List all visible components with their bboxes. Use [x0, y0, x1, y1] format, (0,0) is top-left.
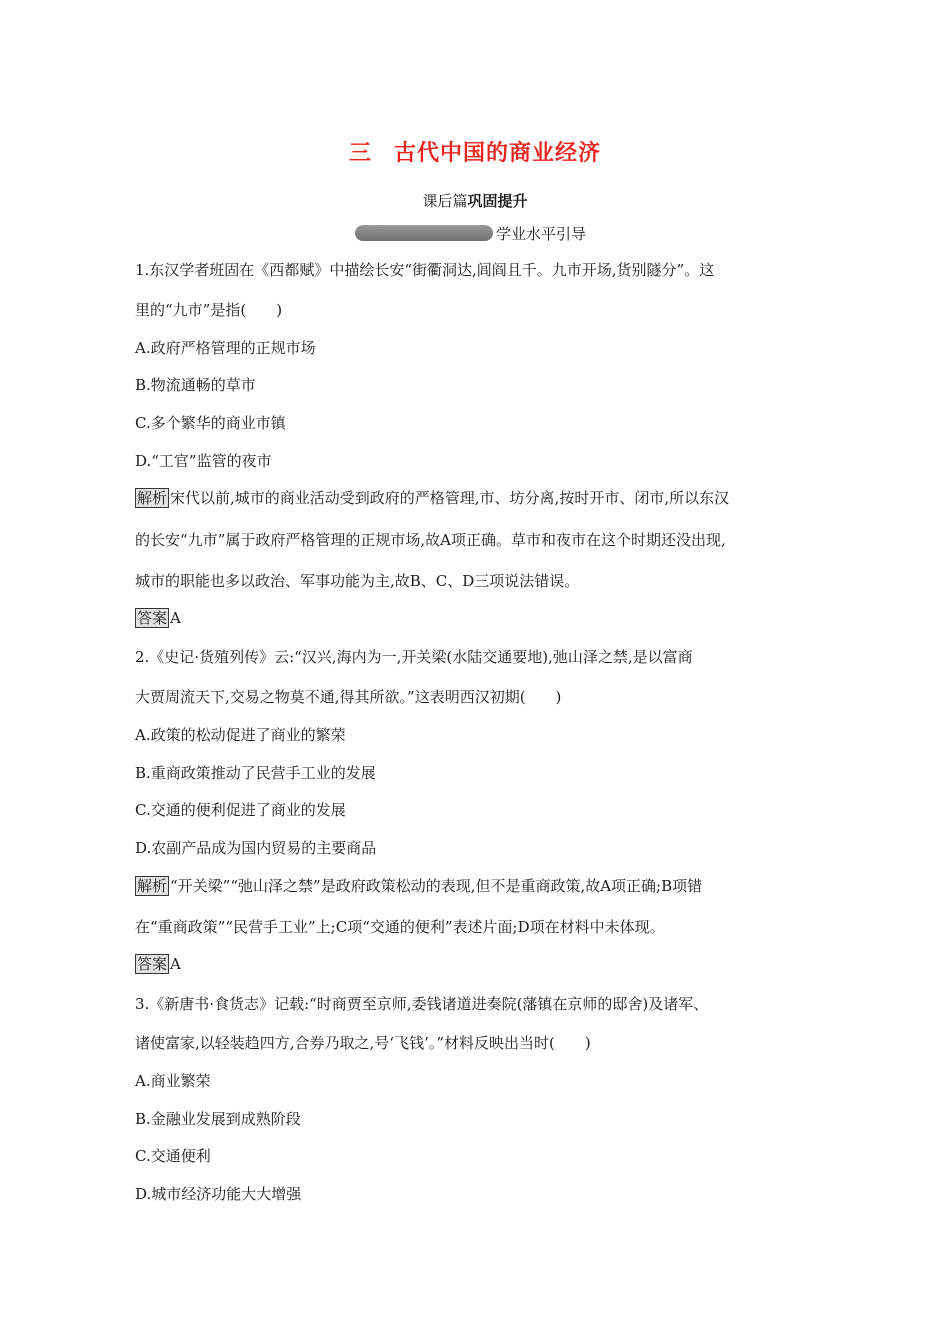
- q1-option-c: C.多个繁华的商业市镇: [135, 414, 286, 432]
- title-text: 古代中国的商业经济: [394, 141, 602, 166]
- q3-option-b: B.金融业发展到成熟阶段: [135, 1110, 301, 1128]
- q1-analysis-line-3: 城市的职能也多以政治、军事功能为主,故B、C、D三项说法错误。: [135, 572, 580, 590]
- q2-stem-line-2: 大贾周流天下,交易之物莫不通,得其所欲。”这表明西汉初期( ): [135, 688, 562, 706]
- subtitle-plain: 课后篇: [422, 192, 468, 210]
- q2-answer-line: [135, 954, 181, 974]
- analysis-tag: 解析: [137, 877, 168, 895]
- q2-answer-value: A: [170, 955, 181, 973]
- q2-analysis-line-2: 在“重商政策”“民营手工业”上;C项“交通的便利”表述片面;D项在材料中未体现。: [135, 918, 665, 936]
- q1-answer-value: A: [170, 609, 181, 627]
- level-bar: [355, 225, 493, 241]
- q3-option-c: C.交通便利: [135, 1147, 211, 1165]
- q1-stem-line-2: 里的“九市”是指( ): [135, 301, 283, 319]
- q1-analysis-text-1: 宋代以前,城市的商业活动受到政府的严格管理,市、坊分离,按时开市、闭市,所以东汉: [170, 489, 730, 507]
- subtitle-bold: 巩固提升: [467, 192, 528, 210]
- q3-stem-line-1: 3.《新唐书·食货志》记载:“时商贾至京师,委钱诸道进奏院(藩镇在京师的邸舍)及诸军、: [135, 995, 709, 1013]
- q1-stem-line-1: 1.东汉学者班固在《西都赋》中描绘长安“街衢洞达,闾阎且千。九市开场,货别隧分”。这: [135, 261, 715, 279]
- answer-tag: 答案: [137, 955, 168, 973]
- title-number: 三: [348, 141, 372, 166]
- q2-option-b: B.重商政策推动了民营手工业的发展: [135, 764, 376, 782]
- q2-option-c: C.交通的便利促进了商业的发展: [135, 801, 346, 819]
- q1-answer-line: [135, 608, 181, 628]
- q1-analysis-line-2: 的长安“九市”属于政府严格管理的正规市场,故A项正确。草市和夜市在这个时期还没出现,: [135, 531, 726, 549]
- q2-analysis-line-1: [135, 876, 702, 896]
- answer-tag: 答案: [137, 609, 168, 627]
- q2-stem-line-1: 2.《史记·货殖列传》云:“汉兴,海内为一,开关梁(水陆交通要地),弛山泽之禁,是以富商: [135, 648, 693, 666]
- q3-stem-line-2: 诸使富家,以轻装趋四方,合券乃取之,号‘飞钱’。”材料反映出当时( ): [135, 1034, 591, 1052]
- q1-option-b: B.物流通畅的草市: [135, 376, 256, 394]
- q3-option-a: A.商业繁荣: [135, 1072, 211, 1090]
- q2-option-d: D.农副产品成为国内贸易的主要商品: [135, 839, 377, 857]
- q3-option-d: D.城市经济功能大大增强: [135, 1185, 302, 1203]
- q2-analysis-text-1: “开关梁”“弛山泽之禁”是政府政策松动的表现,但不是重商政策,故A项正确;B项错: [170, 877, 703, 895]
- q1-option-a: A.政府严格管理的正规市场: [135, 339, 316, 357]
- q2-option-a: A.政策的松动促进了商业的繁荣: [135, 726, 346, 744]
- analysis-tag: 解析: [137, 489, 168, 507]
- level-banner: [355, 222, 586, 244]
- q1-analysis-line-1: [135, 488, 729, 508]
- level-label: 学业水平引导: [496, 224, 587, 243]
- section-subtitle: [0, 190, 950, 211]
- page-title: [0, 136, 950, 167]
- q1-option-d: D.“工官”监管的夜市: [135, 452, 272, 470]
